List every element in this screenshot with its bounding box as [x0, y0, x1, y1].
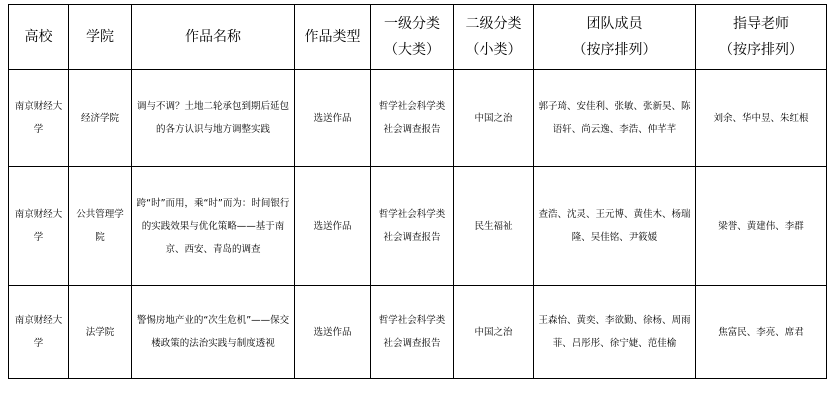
cell-category1: 哲学社会科学类社会调查报告: [371, 286, 454, 379]
header-category2-label: 二级分类: [465, 16, 522, 32]
cell-category1: 哲学社会科学类社会调查报告: [371, 70, 454, 167]
competition-entries-table: [8, 4, 827, 379]
header-advisors: [696, 5, 827, 70]
cell-type: 选送作品: [295, 167, 371, 286]
header-type-label: 作品类型: [304, 29, 361, 45]
cell-college: 法学院: [69, 286, 132, 379]
header-category1-label: 一级分类: [384, 16, 440, 32]
cell-category2: 民生福祉: [454, 167, 534, 286]
table-body: [9, 70, 827, 379]
cell-title: 跨“时”而用，乘“时”而为：时间银行的实践效果与优化策略——基于南京、西安、青岛的调查: [132, 167, 295, 286]
cell-category2: 中国之治: [454, 286, 534, 379]
header-advisors-label: 指导老师: [733, 16, 789, 32]
header-type: [295, 5, 371, 70]
cell-category2: 中国之治: [454, 70, 534, 167]
header-school: [9, 5, 69, 70]
cell-school: 南京财经大学: [9, 70, 69, 167]
table-row: [9, 286, 827, 379]
header-category1: [371, 5, 454, 70]
cell-college: 公共管理学院: [69, 167, 132, 286]
cell-members: 查浩、沈灵、王元博、黄佳木、杨瑞隆、吴佳铭、尹筱媛: [534, 167, 696, 286]
cell-advisors: 刘余、华中昱、朱红根: [696, 70, 827, 167]
cell-college: 经济学院: [69, 70, 132, 167]
header-members: [534, 5, 696, 70]
table-row: [9, 70, 827, 167]
cell-members: 王森怡、黄奕、李欲勤、徐杨、周雨菲、吕彤彤、徐宁婕、范佳榆: [534, 286, 696, 379]
header-advisors-sublabel: （按序排列）: [719, 42, 803, 58]
cell-school: 南京财经大学: [9, 286, 69, 379]
cell-members: 郭子琦、安佳利、张敏、张新昊、陈语轩、尚云逸、李浩、仲芊芊: [534, 70, 696, 167]
cell-category1: 哲学社会科学类社会调查报告: [371, 167, 454, 286]
header-category2-sublabel: （小类）: [465, 42, 522, 58]
header-school-label: 高校: [24, 29, 53, 45]
cell-title: 警惕房地产业的“次生危机”——保交楼政策的法治实践与制度透视: [132, 286, 295, 379]
header-title-label: 作品名称: [185, 29, 241, 45]
cell-type: 选送作品: [295, 286, 371, 379]
cell-school: 南京财经大学: [9, 167, 69, 286]
header-row: [9, 5, 827, 70]
header-category1-sublabel: （大类）: [384, 42, 440, 58]
header-college-label: 学院: [86, 29, 114, 45]
header-members-sublabel: （按序排列）: [572, 42, 657, 58]
cell-type: 选送作品: [295, 70, 371, 167]
header-members-label: 团队成员: [586, 16, 643, 32]
cell-advisors: 焦富民、李亮、席君: [696, 286, 827, 379]
table-row: [9, 167, 827, 286]
cell-advisors: 梁誉、黄建伟、李群: [696, 167, 827, 286]
header-college: [69, 5, 132, 70]
cell-title: 调与不调？土地二轮承包到期后延包的各方认识与地方调整实践: [132, 70, 295, 167]
table-header: [9, 5, 827, 70]
header-title: [132, 5, 295, 70]
header-category2: [454, 5, 534, 70]
